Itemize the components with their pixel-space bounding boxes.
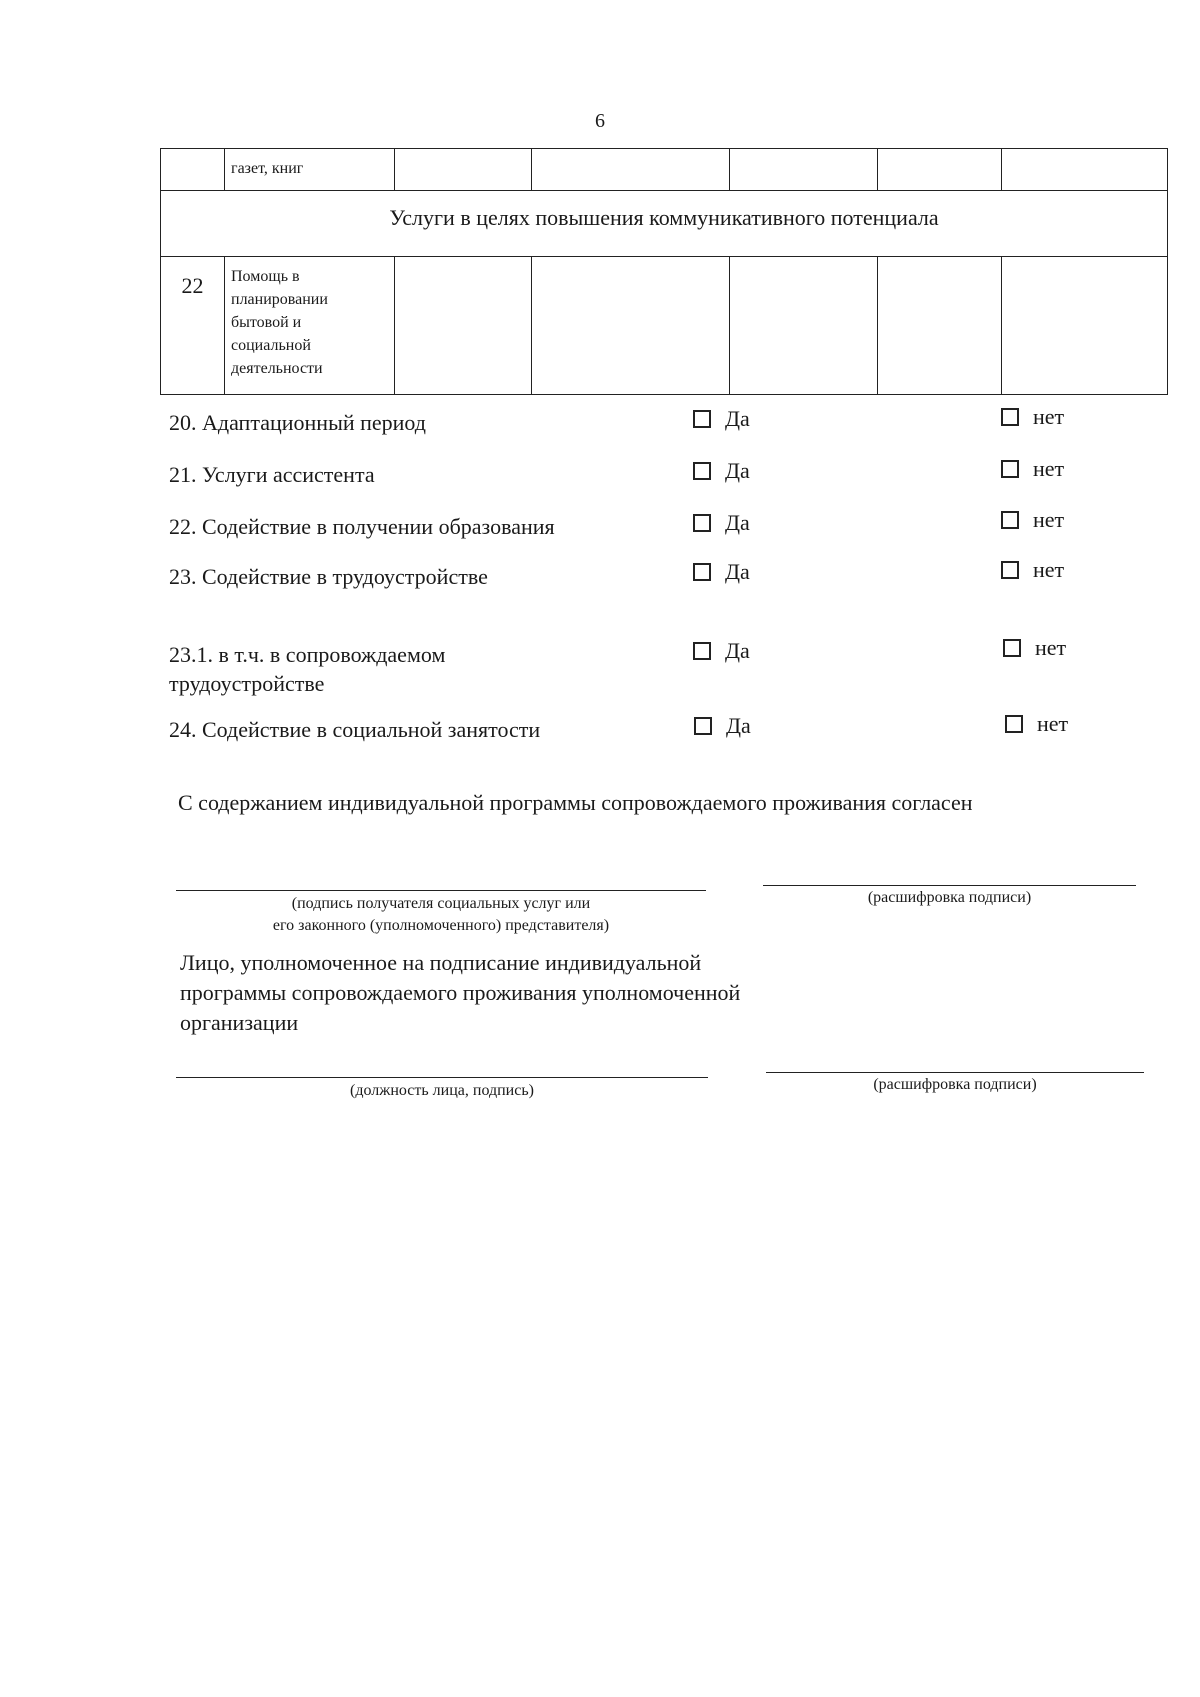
question-label-line: трудоустройстве <box>169 671 325 696</box>
checkbox-icon[interactable] <box>1003 639 1021 657</box>
table-cell <box>730 149 878 191</box>
signature-decode-line[interactable] <box>763 885 1136 886</box>
signature-line[interactable] <box>176 890 706 891</box>
page-number: 6 <box>595 110 605 132</box>
yes-label: Да <box>725 638 750 663</box>
authorized-person-text <box>180 948 880 1038</box>
position-signature-caption: (должность лица, подпись) <box>350 1082 534 1099</box>
table-cell <box>878 149 1002 191</box>
table-cell <box>395 257 532 395</box>
no-option[interactable] <box>1001 555 1064 584</box>
signature-line[interactable] <box>176 1077 708 1078</box>
table-cell <box>532 257 730 395</box>
yes-option[interactable] <box>693 508 750 537</box>
table-cell <box>878 257 1002 395</box>
checkbox-icon[interactable] <box>1001 511 1019 529</box>
question-label: 23. Содействие в трудоустройстве <box>169 564 488 589</box>
no-label: нет <box>1033 456 1065 481</box>
service-name-line: деятельности <box>231 360 323 377</box>
yes-option[interactable] <box>693 636 750 665</box>
question-label: 21. Услуги ассистента <box>169 462 375 487</box>
yes-label: Да <box>725 406 750 431</box>
yes-option[interactable] <box>693 557 750 586</box>
no-label: нет <box>1033 557 1065 582</box>
checkbox-icon[interactable] <box>1001 561 1019 579</box>
yes-label: Да <box>725 559 750 584</box>
question-label <box>169 640 445 698</box>
table-cell <box>1002 257 1168 395</box>
service-name-line: бытовой и <box>231 314 302 331</box>
checkbox-icon[interactable] <box>693 642 711 660</box>
service-number: 22 <box>161 257 225 395</box>
service-name-line: Помощь в <box>231 268 300 285</box>
checkbox-icon[interactable] <box>693 462 711 480</box>
no-option[interactable] <box>1005 709 1068 738</box>
service-name-cell: газет, книг <box>225 149 395 191</box>
service-name-cell <box>225 257 395 395</box>
no-option[interactable] <box>1001 505 1064 534</box>
no-option[interactable] <box>1001 454 1064 483</box>
no-option[interactable] <box>1001 402 1064 431</box>
agreement-text: С содержанием индивидуальной программы сопровождаемого проживания согласен <box>178 790 973 815</box>
service-name-line: социальной <box>231 337 311 354</box>
checkbox-icon[interactable] <box>694 717 712 735</box>
question-label: 24. Содействие в социальной занятости <box>169 717 541 742</box>
table-row <box>161 149 1168 191</box>
no-label: нет <box>1033 507 1065 532</box>
yes-label: Да <box>725 458 750 483</box>
table-row <box>161 257 1168 395</box>
no-label: нет <box>1037 711 1069 736</box>
authorized-person-line: Лицо, уполномоченное на подписание индивидуальной <box>180 950 702 975</box>
table-cell <box>161 149 225 191</box>
question-label-line: 23.1. в т.ч. в сопровождаемом <box>169 642 446 667</box>
signature-caption <box>176 893 706 937</box>
service-name-line: планировании <box>231 291 328 308</box>
table-cell <box>1002 149 1168 191</box>
table-cell <box>395 149 532 191</box>
yes-label: Да <box>726 713 751 738</box>
table-cell <box>730 257 878 395</box>
authorized-person-line: организации <box>180 1010 299 1035</box>
section-title: Услуги в целях повышения коммуникативного потенциала <box>161 191 1168 257</box>
yes-option[interactable] <box>693 456 750 485</box>
table-section-row <box>161 191 1168 257</box>
no-option[interactable] <box>1003 633 1066 662</box>
checkbox-icon[interactable] <box>693 514 711 532</box>
signature-decode-caption: (расшифровка подписи) <box>867 889 1032 906</box>
no-label: нет <box>1033 404 1065 429</box>
question-label: 20. Адаптационный период <box>169 410 426 435</box>
checkbox-icon[interactable] <box>1001 460 1019 478</box>
signature-decode-line[interactable] <box>766 1072 1144 1073</box>
authorized-person-line: программы сопровождаемого проживания уполномоченной <box>180 980 741 1005</box>
no-label: нет <box>1035 635 1067 660</box>
question-label: 22. Содействие в получении образования <box>169 514 555 539</box>
yes-option[interactable] <box>693 404 750 433</box>
checkbox-icon[interactable] <box>1005 715 1023 733</box>
yes-label: Да <box>725 510 750 535</box>
services-table <box>160 148 1168 395</box>
checkbox-icon[interactable] <box>693 563 711 581</box>
caption-line: (подпись получателя социальных услуг или <box>291 895 591 912</box>
caption-line: его законного (уполномоченного) представителя) <box>272 917 610 934</box>
checkbox-icon[interactable] <box>693 410 711 428</box>
table-cell <box>532 149 730 191</box>
checkbox-icon[interactable] <box>1001 408 1019 426</box>
signature-decode-caption: (расшифровка подписи) <box>873 1076 1037 1093</box>
yes-option[interactable] <box>694 711 751 740</box>
